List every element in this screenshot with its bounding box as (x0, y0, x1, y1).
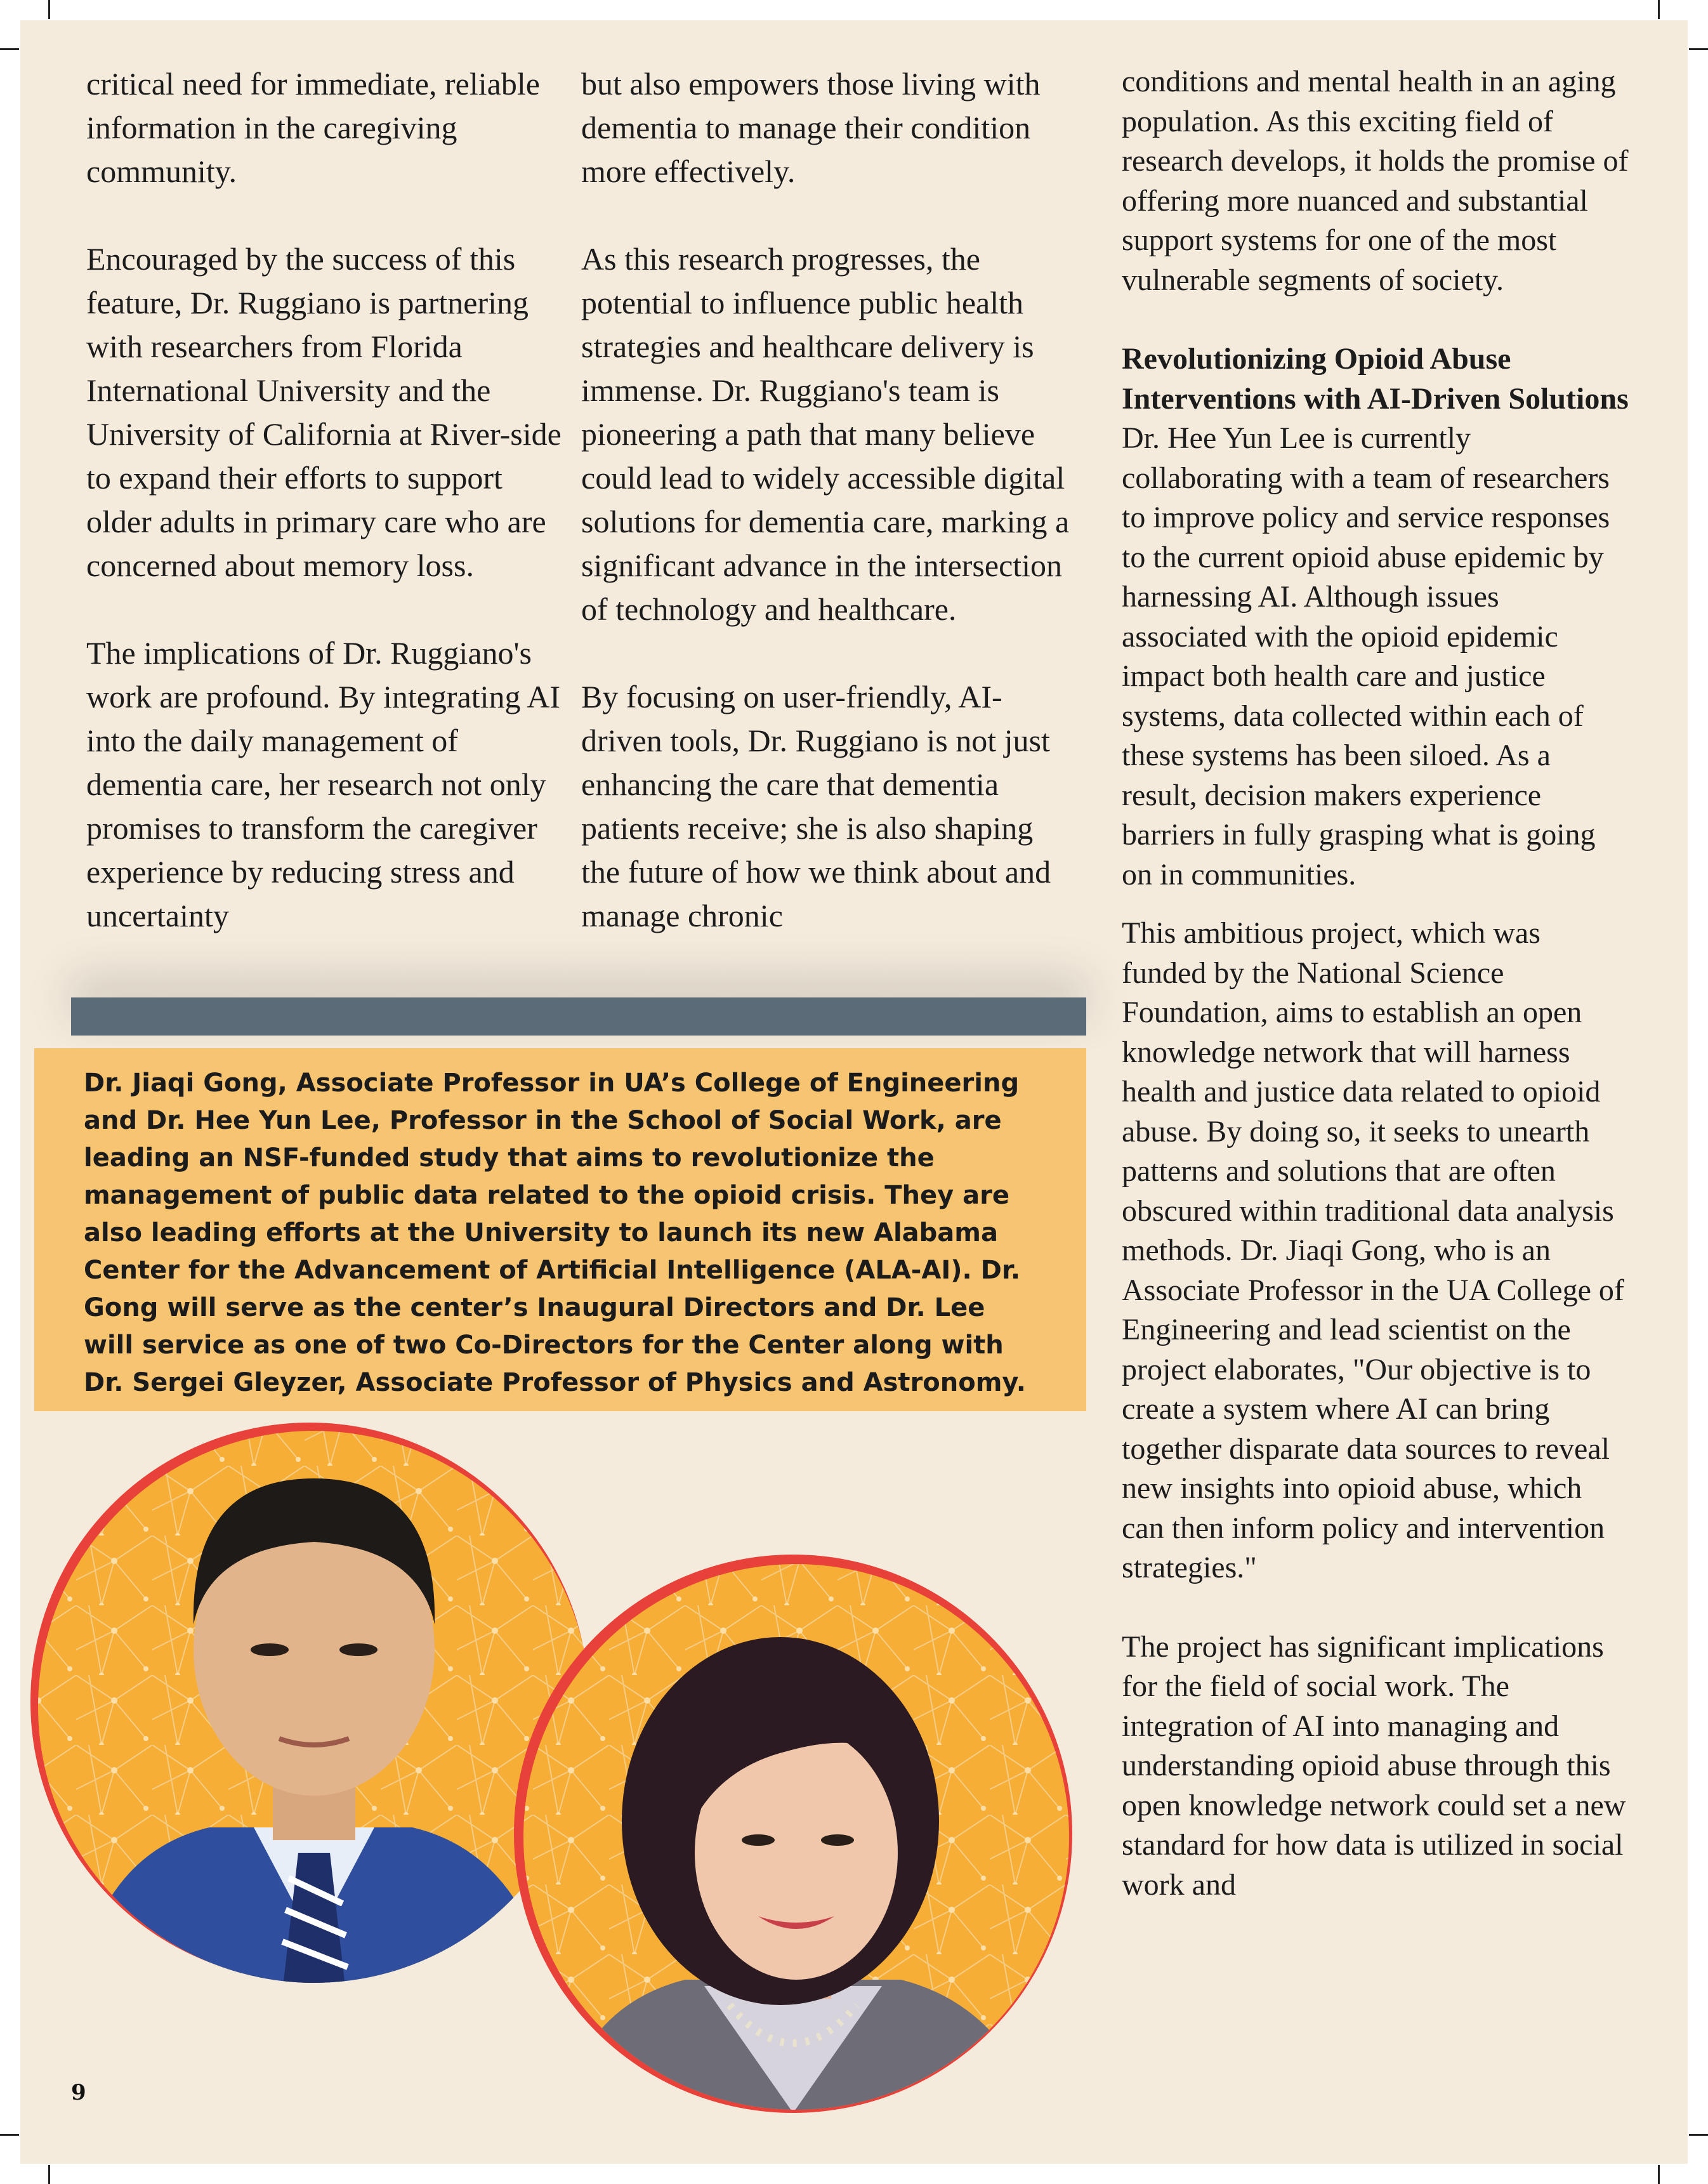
paragraph: but also empowers those living with dementia to manage their condition more effectively. (581, 66, 1041, 189)
paragraph: The project has significant implications for the field of social work. The integration of AI into managing and understanding opioid abuse through this open knowledge network could set a new standard for how data is utilized in social work and (1122, 1629, 1626, 1902)
paragraph: Encouraged by the success of this feature, Dr. Ruggiano is partnering with researchers from Florida International University and the University of California at River-side to expand their efforts to support older adults in primary care who are concerned about memory loss. (86, 241, 562, 583)
paragraph: Dr. Hee Yun Lee is currently collaborating with a team of researchers to improve policy and service responses to the current opioid abuse epidemic by harnessing AI. Although issues associated with the opioid epidemic impact both health care and justice systems, data collected within each of these systems has been siloed. As a result, decision makers experience barriers in fully grasping what is going on in communities. (1122, 421, 1610, 891)
paragraph: As this research progresses, the potential to influence public health strategies and healthcare delivery is immense. Dr. Ruggiano's team is pioneering a path that many believe could lead to widely accessible digital solutions for dementia care, marking a significant advance in the intersection of technology and healthcare. (581, 241, 1070, 627)
portrait-hee-yun-lee (508, 1555, 1079, 2126)
paragraph: The implications of Dr. Ruggiano's work are profound. By integrating AI into the daily management of dementia care, her research not only promises to transform the caregiver experience by reducing stress and uncertainty (86, 635, 561, 933)
portrait-jiaqi-gong (25, 1421, 596, 1992)
paragraph: critical need for immediate, reliable information in the caregiving community. (86, 66, 540, 189)
paragraph: By focusing on user-friendly, AI-driven tools, Dr. Ruggiano is not just enhancing the care that dementia patients receive; she is also shaping the future of how we think about and manage chronic (581, 679, 1051, 933)
page-number: 9 (71, 2080, 86, 2105)
paragraph: conditions and mental health in an aging population. As this exciting field of research develops, it holds the promise of offering more nuanced and substantial support systems for one of the most vulnerable segments of society. (1122, 65, 1629, 297)
paragraph: This ambitious project, which was funded by the National Science Foundation, aims to establish an open knowledge network that will harness health and justice data related to opioid abuse. By doing so, it seeks to unearth patterns and solutions that are often obscured within traditional data analysis methods. Dr. Jiaqi Gong, who is an Associate Professor in the UA College of Engineering and lead scientist on the project elaborates, "Our objective is to create a system where AI can bring together disparate data sources to reveal new insights into opioid abuse, which can then inform policy and intervention strategies." (1122, 916, 1624, 1584)
section-heading: Revolutionizing Opioid Abuse Interventions with AI-Driven Solutions (1122, 342, 1629, 416)
photo-caption: Dr. Jiaqi Gong, Associate Professor in UA’s College of Engineering and Dr. Hee Yun Lee, Professor in the School of Social Work, are leading an NSF-funded study that aims to revolutionize the management of public data related to the opioid crisis. They are also leading efforts at the University to launch its new Alabama Center for the Advancement of Artificial Intelligence (ALA-AI). Dr. Gong will serve as the center’s Inaugural Directors and Dr. Lee will service as one of two Co-Directors for the Center along with Dr. Sergei Gleyzer, Associate Professor of Physics and Astronomy. (84, 1069, 1026, 1397)
